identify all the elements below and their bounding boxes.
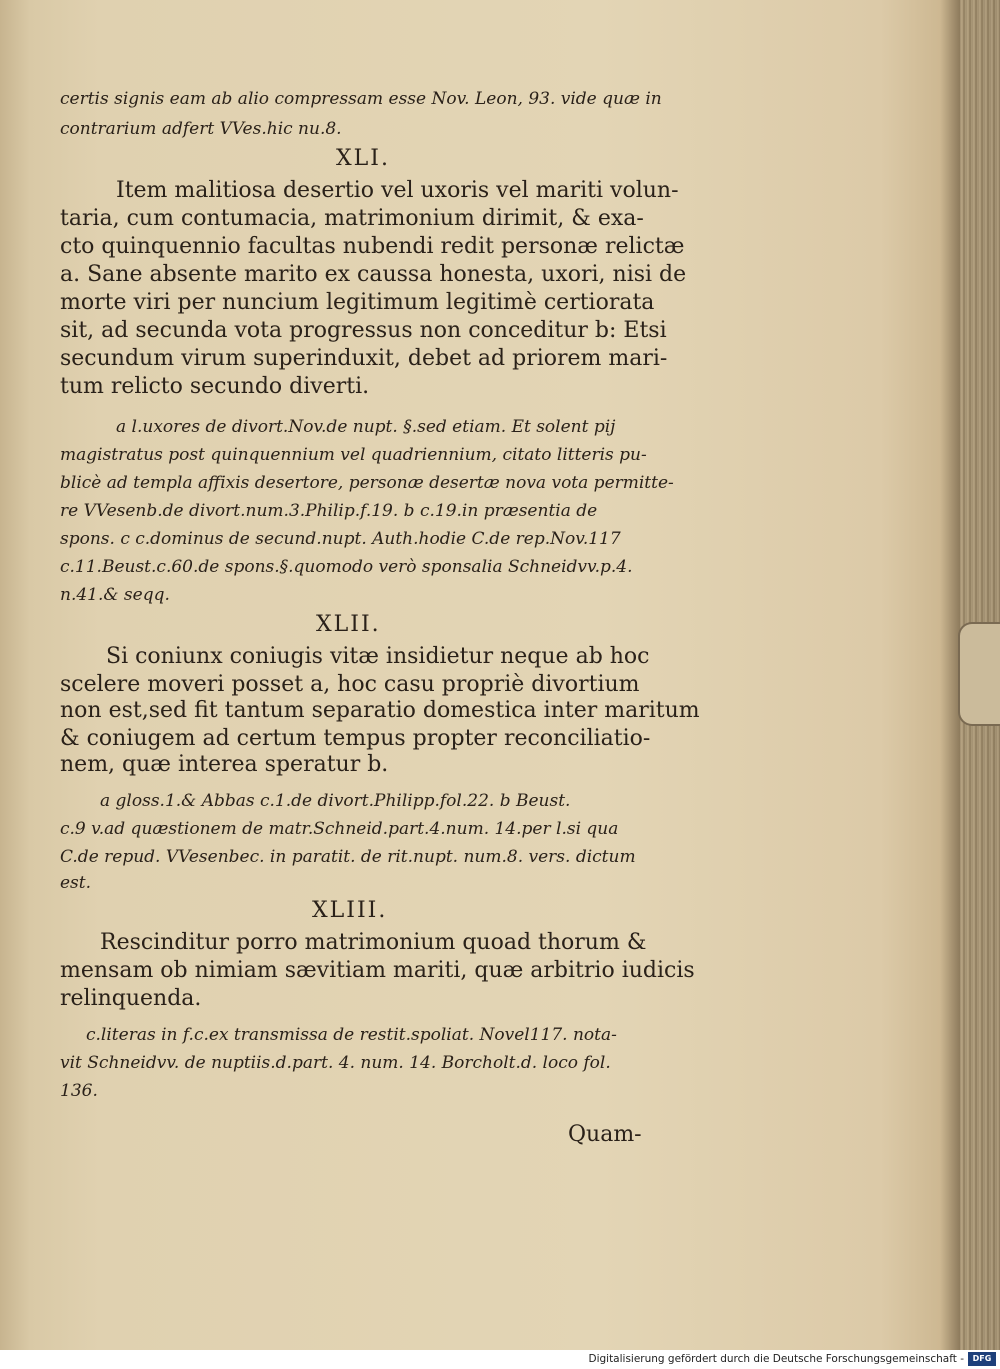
- body-line: nem, quæ interea speratur b.: [60, 752, 389, 777]
- body-line: non est,sed fit tantum separatio domestica inter maritum: [60, 698, 700, 723]
- footnote-line: C.de repud. VVesenbec. in paratit. de rit.nupt. num.8. vers. dictum: [60, 847, 636, 867]
- footnote-line: re VVesenb.de divort.num.3.Philip.f.19. b c.19.in præsentia de: [60, 501, 598, 521]
- footnote-line: blicè ad templa affixis desertore, personæ desertæ nova vota permitte-: [60, 473, 674, 493]
- body-line: Item malitiosa desertio vel uxoris vel mariti volun-: [116, 178, 679, 203]
- body-line: scelere moveri posset a, hoc casu propriè divortium: [60, 672, 640, 697]
- body-line: Si coniunx coniugis vitæ insidietur neque ab hoc: [106, 644, 650, 669]
- section-heading: XLI.: [336, 146, 390, 171]
- body-line: & coniugem ad certum tempus propter reconciliatio-: [60, 726, 651, 751]
- body-line: secundum virum superinduxit, debet ad priorem mari-: [60, 346, 668, 371]
- footnote-line: c.literas in f.c.ex transmissa de restit.spoliat. Novel117. nota-: [86, 1025, 617, 1045]
- body-line: tum relicto secundo diverti.: [60, 374, 370, 399]
- page-clip-tab: [958, 622, 1000, 726]
- catchword: Quam-: [568, 1122, 642, 1147]
- footnote-line: vit Schneidvv. de nuptiis.d.part. 4. num. 14. Borcholt.d. loco fol.: [60, 1053, 611, 1073]
- footnote-line: c.11.Beust.c.60.de spons.§.quomodo verò sponsalia Schneidvv.p.4.: [60, 557, 633, 577]
- footnote-line: c.9 v.ad quæstionem de matr.Schneid.part.4.num. 14.per l.si qua: [60, 819, 619, 839]
- footnote-line: est.: [60, 873, 92, 893]
- body-line: mensam ob nimiam sævitiam mariti, quæ arbitrio iudicis: [60, 958, 695, 983]
- body-line: relinquenda.: [60, 986, 202, 1011]
- section-heading: XLIII.: [312, 898, 388, 923]
- continuation-line: certis signis eam ab alio compressam esse Nov. Leon, 93. vide quæ in: [60, 89, 662, 109]
- footnote-line: a l.uxores de divort.Nov.de nupt. §.sed etiam. Et solent pij: [116, 417, 616, 437]
- footer-credit: Digitalisierung gefördert durch die Deutsche Forschungsgemeinschaft -: [588, 1353, 964, 1365]
- footnote-line: n.41.& seqq.: [60, 585, 170, 605]
- digitization-footer: [0, 1350, 1000, 1369]
- body-line: cto quinquennio facultas nubendi redit personæ relictæ: [60, 234, 685, 259]
- dfg-logo-icon: DFG: [968, 1352, 996, 1366]
- continuation-line: contrarium adfert VVes.hic nu.8.: [60, 119, 342, 139]
- body-line: Rescinditur porro matrimonium quoad thorum &: [100, 930, 647, 955]
- body-line: morte viri per nuncium legitimum legitimè certiorata: [60, 290, 655, 315]
- footnote-line: 136.: [60, 1081, 98, 1101]
- body-line: a. Sane absente marito ex caussa honesta, uxori, nisi de: [60, 262, 687, 287]
- body-line: taria, cum contumacia, matrimonium dirimit, & exa-: [60, 206, 644, 231]
- footnote-line: magistratus post quinquennium vel quadriennium, citato litteris pu-: [60, 445, 647, 465]
- footnote-line: spons. c c.dominus de secund.nupt. Auth.hodie C.de rep.Nov.117: [60, 529, 621, 549]
- footnote-line: a gloss.1.& Abbas c.1.de divort.Philipp.fol.22. b Beust.: [100, 791, 571, 811]
- section-heading: XLII.: [316, 612, 381, 637]
- body-line: sit, ad secunda vota progressus non conceditur b: Etsi: [60, 318, 667, 343]
